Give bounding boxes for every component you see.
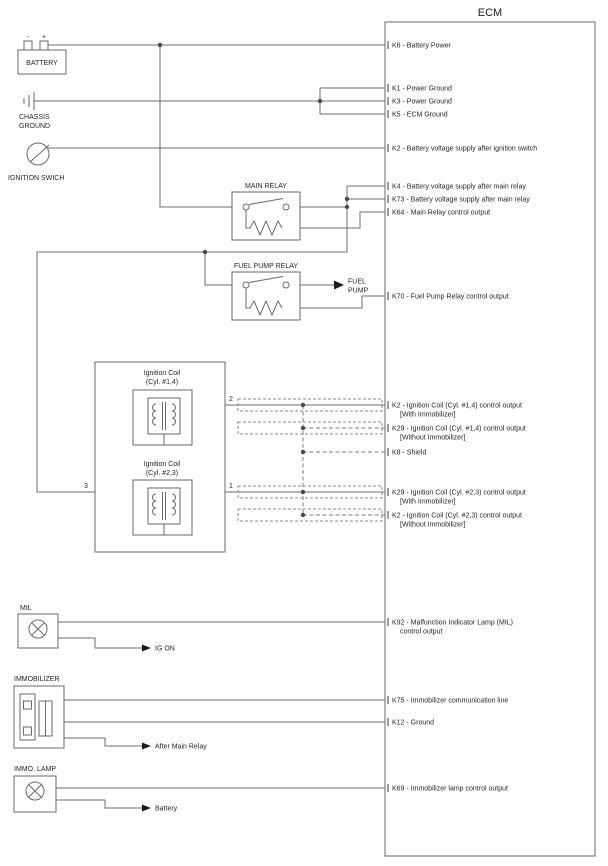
ecm-pin-k73-main-relay-supply bbox=[388, 195, 530, 204]
coil23-terminal-1-label: 1 bbox=[229, 483, 233, 490]
ecm-pin-k1-power-ground bbox=[388, 84, 452, 93]
pin-label-line2: [With Immobilizer] bbox=[400, 498, 456, 506]
pin-label: K3 - Power Ground bbox=[392, 98, 452, 106]
fuel-pump-relay-component bbox=[232, 263, 369, 320]
junction-shield-5 bbox=[301, 513, 305, 517]
pin-label: K92 - Malfunction Indicator Lamp (MIL) bbox=[392, 619, 513, 627]
junction-shield-2 bbox=[301, 426, 305, 430]
coil23-label-1: Ignition Coil bbox=[143, 461, 181, 468]
battery-label: BATTERY bbox=[26, 60, 58, 67]
ecm-pin-k69-immo-lamp-control bbox=[388, 784, 508, 793]
main-relay-box bbox=[232, 192, 300, 240]
ignition-switch-label: IGNITION SWICH bbox=[8, 175, 65, 182]
after-main-relay-label: After Main Relay bbox=[155, 743, 207, 751]
ig-on-label: IG ON bbox=[155, 645, 175, 653]
ecm-pin-k64-main-relay-control bbox=[388, 208, 490, 217]
ecm-pin-k8-shield bbox=[388, 448, 426, 457]
wire-battery-feed-main-relay bbox=[160, 45, 243, 207]
ig-on-arrow-icon bbox=[142, 645, 151, 652]
pin-label: K29 - Ignition Coil (Cyl. #1,4) control output bbox=[392, 425, 526, 433]
ecm-pin-k75-immobilizer-comm bbox=[388, 696, 508, 705]
junction-battery-line bbox=[158, 43, 162, 47]
ecm-pin-k2-ign-switch-supply bbox=[388, 144, 537, 153]
ecm-pin-k3-power-ground bbox=[388, 97, 452, 106]
immo-lamp-box bbox=[14, 776, 56, 812]
pin-label: K8 - Shield bbox=[392, 449, 427, 457]
battery-component bbox=[18, 34, 66, 74]
ecm-module bbox=[385, 7, 595, 856]
shielded-wiring bbox=[238, 399, 388, 521]
ignition-switch-blade bbox=[30, 145, 49, 162]
mil-component bbox=[18, 605, 175, 653]
fuel-pump-label-2: PUMP bbox=[348, 287, 369, 295]
chassis-ground-label-2: GROUND bbox=[19, 123, 51, 130]
pin-label: K73 - Battery voltage supply after main relay bbox=[392, 196, 530, 204]
ecm-pin-k6-battery-power bbox=[388, 41, 451, 50]
coil14-label-1: Ignition Coil bbox=[143, 370, 181, 377]
pin-label: K6 - Battery Power bbox=[392, 42, 451, 50]
battery-terminal-neg bbox=[24, 41, 32, 50]
pin-label-line2: [Without Immobilizer] bbox=[400, 521, 466, 529]
battery-terminal-pos bbox=[40, 41, 48, 50]
ecm-pin-k70-fuel-pump-relay-control bbox=[388, 292, 509, 301]
pin-label-line2: control output bbox=[400, 628, 443, 636]
pin-label: K1 - Power Ground bbox=[392, 85, 452, 93]
after-main-relay-arrow-icon bbox=[142, 743, 151, 750]
fuel-pump-relay-label: FUEL PUMP RELAY bbox=[233, 263, 299, 270]
wire-immo-lamp-to-battery bbox=[56, 800, 142, 808]
pin-label: K69 - Immobilizer lamp control output bbox=[392, 785, 508, 793]
pin-label: K64 - Main Relay control output bbox=[392, 209, 491, 217]
coil-terminal-3-label: 3 bbox=[84, 483, 88, 490]
main-relay-component bbox=[232, 183, 300, 240]
ignition-coil-group bbox=[84, 362, 233, 552]
ecm-pin-k12-ground bbox=[388, 718, 434, 727]
ecm-pin-k5-ecm-ground bbox=[388, 110, 448, 119]
pin-label: K29 - Ignition Coil (Cyl. #2,3) control output bbox=[392, 489, 526, 497]
fuel-pump-arrow-icon bbox=[334, 281, 344, 290]
immo-lamp-label: IMMO. LAMP bbox=[14, 766, 57, 773]
chassis-ground-component bbox=[19, 92, 50, 130]
pin-label: K75 - Immobilizer communication line bbox=[392, 697, 509, 705]
main-relay-label: MAIN RELAY bbox=[245, 183, 287, 190]
fuel-pump-label-1: FUEL bbox=[348, 278, 366, 286]
ecm-title: ECM bbox=[477, 7, 503, 19]
pin-label: K4 - Battery voltage supply after main relay bbox=[392, 183, 526, 191]
pin-label: K2 - Ignition Coil (Cyl. #1,4) control output bbox=[392, 402, 522, 410]
battery-arrow-icon bbox=[142, 805, 151, 812]
junction-main-relay-out bbox=[345, 205, 349, 209]
immobilizer-label: IMMOBILIZER bbox=[14, 676, 60, 683]
coil14-terminal-2-label: 2 bbox=[229, 396, 233, 403]
junction-shield-4 bbox=[301, 490, 305, 494]
immobilizer-component bbox=[14, 676, 207, 751]
junction-ground-bus bbox=[318, 99, 322, 103]
wire-immobilizer-to-after-main-relay bbox=[64, 738, 142, 746]
ignition-switch-component bbox=[8, 143, 64, 182]
junction-fp-feed bbox=[203, 250, 207, 254]
pin-label-line2: [With Immobilizer] bbox=[400, 411, 456, 419]
junction-k73-bus bbox=[345, 197, 349, 201]
pin-label: K5 - ECM Ground bbox=[392, 111, 448, 119]
ecm-pin-k4-main-relay-supply bbox=[388, 182, 526, 191]
junction-shield-3 bbox=[301, 450, 305, 454]
pin-label: K2 - Ignition Coil (Cyl. #2,3) control output bbox=[392, 512, 522, 520]
wire-mil-to-ig-on bbox=[58, 638, 142, 648]
mil-box bbox=[18, 614, 58, 648]
immo-lamp-component bbox=[14, 766, 178, 813]
pin-label: K2 - Battery voltage supply after ignition switch bbox=[392, 145, 538, 153]
junction-shield-1 bbox=[301, 403, 305, 407]
chassis-ground-label-1: CHASSIS bbox=[19, 114, 50, 121]
pin-label-line2: [Without Immobilizer] bbox=[400, 434, 466, 442]
pin-label: K12 - Ground bbox=[392, 719, 435, 727]
battery-pos-sign: + bbox=[41, 34, 47, 41]
battery-target-label: Battery bbox=[155, 805, 178, 813]
mil-label: MIL bbox=[20, 605, 32, 612]
coil14-label-2: (Cyl. #1,4) bbox=[145, 379, 179, 386]
battery-neg-sign: - bbox=[26, 34, 30, 41]
pin-label: K70 - Fuel Pump Relay control output bbox=[392, 293, 509, 301]
coil23-label-2: (Cyl. #2,3) bbox=[145, 470, 179, 477]
